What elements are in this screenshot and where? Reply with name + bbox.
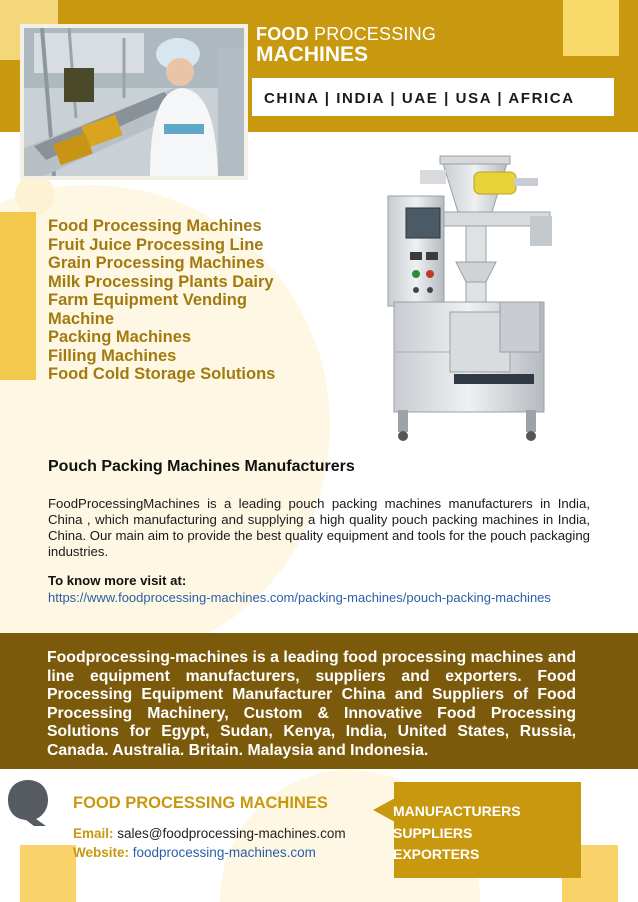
pouch-packing-machine-image	[380, 152, 570, 444]
product-item: Filling Machines	[48, 346, 177, 365]
article-title: Pouch Packing Machines Manufacturers	[48, 458, 355, 475]
factory-worker-photo	[24, 28, 244, 176]
visit-link[interactable]: https://www.foodprocessing-machines.com/packing-machines/pouch-packing-machines	[48, 590, 551, 605]
brand-title: FOOD PROCESSING	[256, 24, 437, 44]
email-label: Email:	[73, 826, 114, 841]
product-item: Farm Equipment Vending	[48, 291, 247, 309]
website-link[interactable]: foodprocessing-machines.com	[129, 845, 316, 860]
tag-item: SUPPLIERS	[393, 824, 473, 841]
tags-box-arrow	[373, 798, 395, 822]
product-item: Milk Processing Plants Dairy	[48, 272, 274, 291]
tag-item: MANUFACTURERS	[393, 803, 521, 819]
decorative-bar-left	[0, 212, 36, 380]
decorative-square-top-right	[563, 0, 619, 56]
product-item: Food Cold Storage Solutions	[48, 365, 276, 383]
footer-title: FOOD PROCESSING MACHINES	[73, 794, 328, 812]
footer-q-logo-icon	[6, 778, 50, 828]
product-item: Machine	[48, 309, 115, 328]
visit-label: To know more visit at:	[48, 573, 187, 588]
product-item: Food Processing Machines	[48, 217, 262, 235]
product-item: Fruit Juice Processing Line	[48, 235, 264, 254]
product-item: Grain Processing Machines	[48, 254, 265, 272]
country-list: CHINA | INDIA | UAE | USA | AFRICA	[264, 90, 575, 107]
decorative-dot	[15, 175, 55, 215]
website-label: Website:	[73, 845, 130, 860]
info-banner-text: Foodprocessing-machines is a leading food processing machines and line equipment manufacturers, suppliers and exporters. Food Processing Equipment Manufacturer China and Suppliers of Food Processing Machinery, Custom & Innovative Food Processing Solutions for Egypt, Sudan, Kenya, India, United States, Russia, Canada. Australia. Britain. Malaysia and Indonesia.	[47, 649, 576, 759]
brand-subtitle: MACHINES	[256, 43, 369, 66]
product-item: Packing Machines	[48, 328, 192, 346]
tag-item: EXPORTERS	[393, 846, 480, 862]
email-value[interactable]: sales@foodprocessing-machines.com	[113, 826, 346, 841]
footer-website	[73, 845, 316, 860]
tags-list	[393, 801, 521, 866]
article-body: FoodProcessingMachines is a leading pouch packing machines manufacturers in India, China , which manufacturing and supplying a high quality pouch packing machines in India, China. Our main aim to provide the best quality equipment and tools for the pouch packaging industries.	[48, 496, 590, 559]
product-list	[48, 217, 278, 384]
decorative-square-bottom-left	[20, 845, 76, 902]
footer-email	[73, 826, 346, 841]
